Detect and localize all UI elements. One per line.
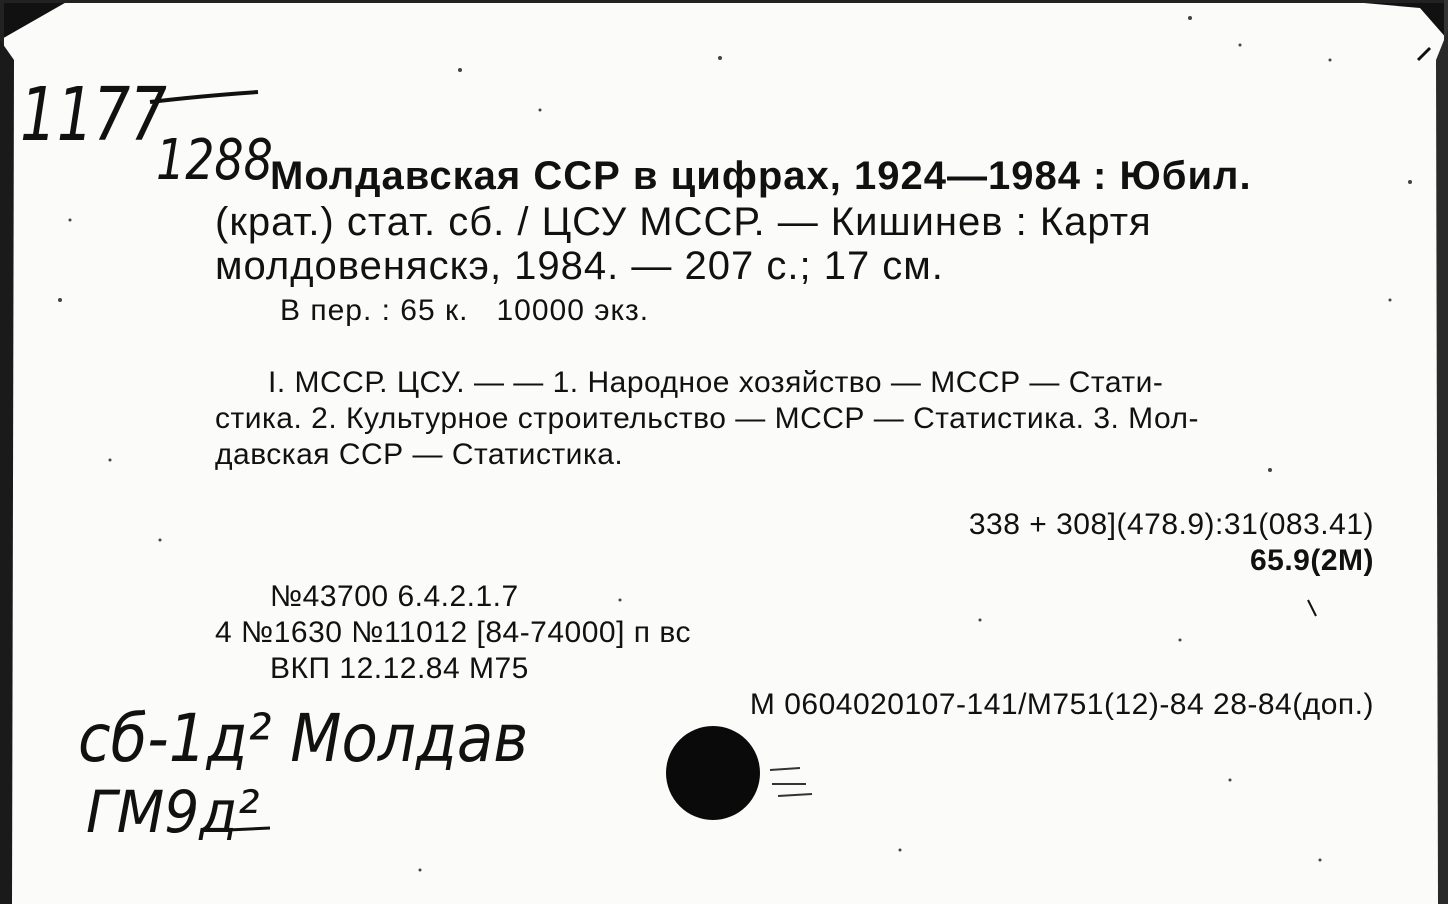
- tech-line-4: М 0604020107-141/М751(12)-84 28-84(доп.): [749, 688, 1374, 721]
- entry-line-3: молдовеняскэ, 1984. — 207 с.; 17 см.: [215, 244, 944, 288]
- shelf-note-2: ГМ9д²: [86, 778, 260, 846]
- subjects-line-1: I. МССР. ЦСУ. — — 1. Народное хозяйство — МССР — Стати-: [268, 366, 1164, 399]
- tech-line-1: №43700 6.4.2.1.7: [270, 580, 519, 613]
- call-number-top: 1177: [20, 72, 167, 158]
- punch-hole: [666, 726, 760, 820]
- subjects-line-3: давская ССР — Статистика.: [215, 438, 624, 471]
- udc-index: 338 + 308](478.9):31(083.41): [968, 508, 1374, 541]
- tech-line-3: ВКП 12.12.84 М75: [270, 652, 529, 685]
- price-line: В пер. : 65 к. 10000 экз.: [280, 294, 650, 327]
- call-number-bottom: 1288: [156, 128, 273, 193]
- bbk-index: 65.9(2М): [1249, 544, 1374, 577]
- shelf-note-1: сб-1д² Молдав: [78, 700, 529, 777]
- entry-line-2: (крат.) стат. сб. / ЦСУ МССР. — Кишинев : Картя: [215, 200, 1152, 244]
- subjects-line-2: стика. 2. Культурное строительство — МССР — Статистика. 3. Мол-: [215, 402, 1200, 435]
- entry-title: Молдавская ССР в цифрах, 1924—1984 : Юбил.: [270, 154, 1252, 198]
- tech-line-2: 4 №1630 №11012 [84-74000] п вс: [215, 616, 691, 649]
